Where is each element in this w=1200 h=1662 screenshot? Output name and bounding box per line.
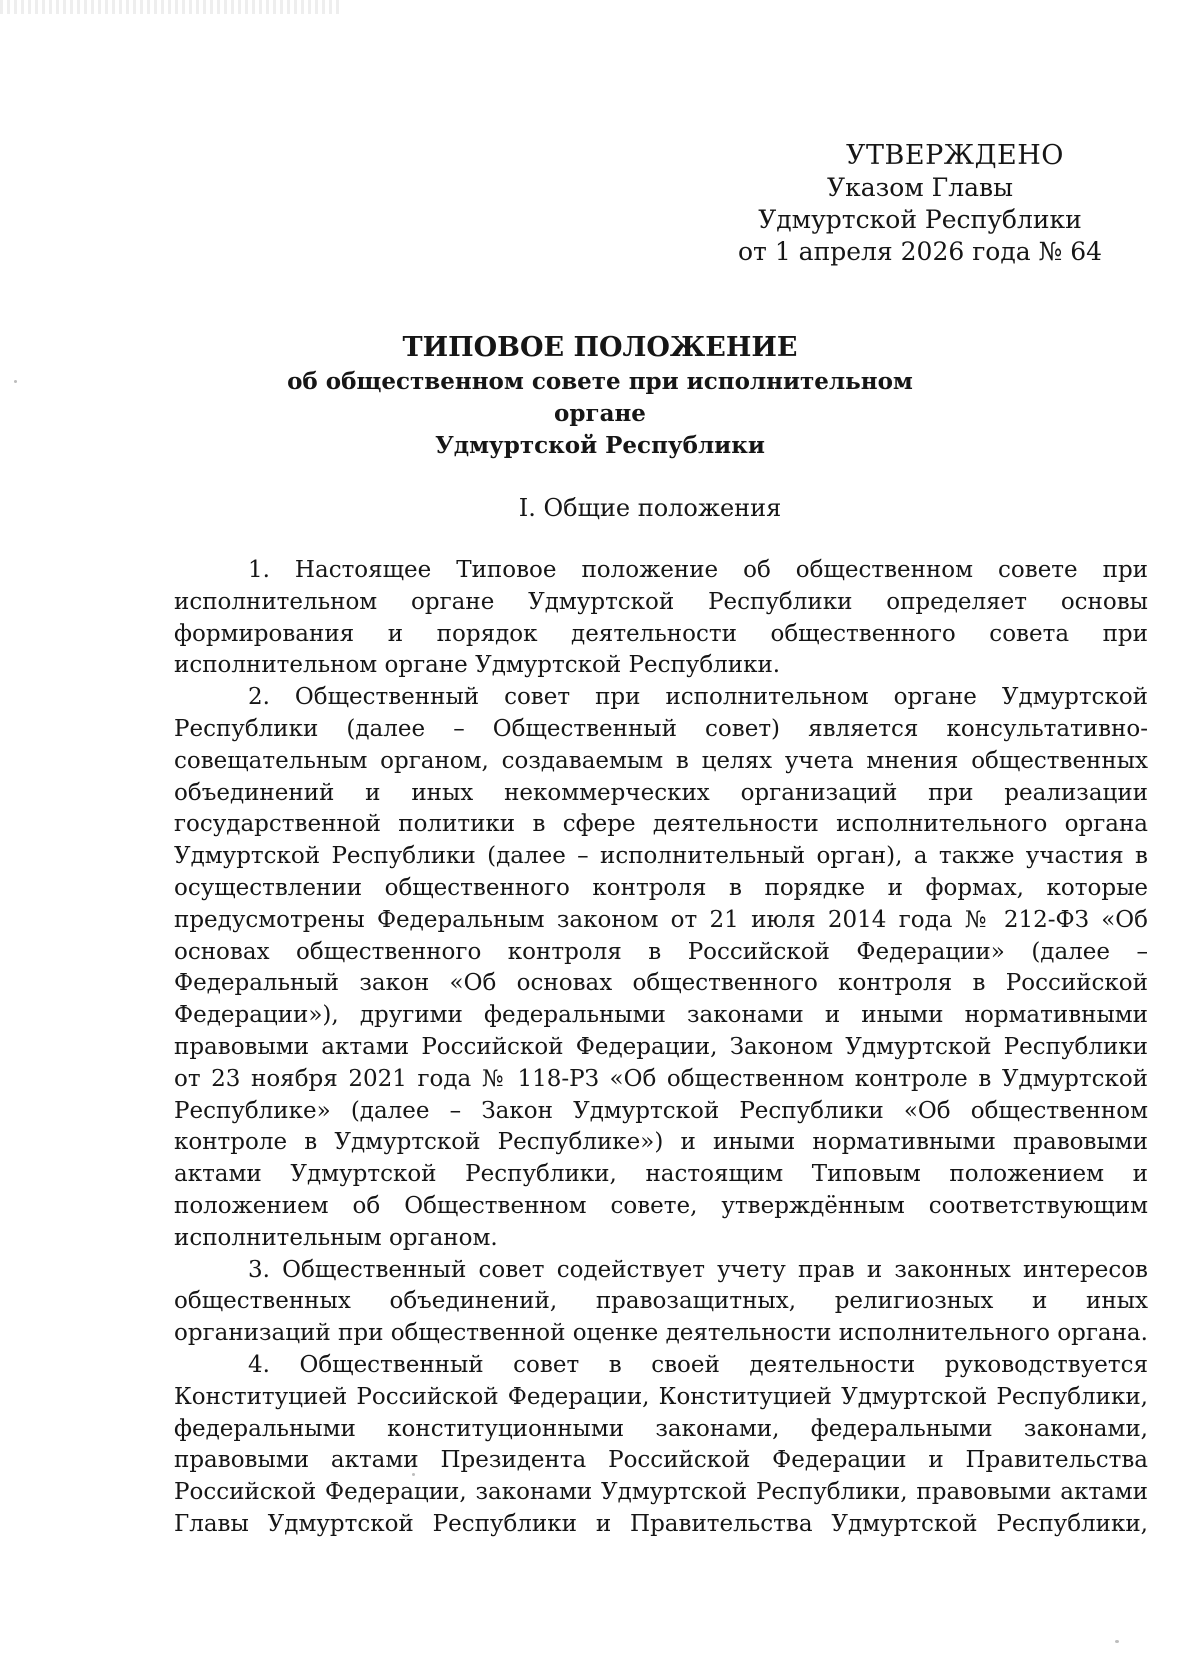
document-subtitle-line-2: Удмуртской Республики [435, 432, 765, 459]
document-title-block [250, 330, 950, 462]
scan-edge-noise [0, 0, 340, 14]
document-subtitle-line-1: об общественном совете при исполнительном органе [287, 368, 913, 427]
approval-title: УТВЕРЖДЕНО [846, 140, 1064, 171]
scan-speck [14, 380, 17, 383]
document-title: ТИПОВОЕ ПОЛОЖЕНИЕ [402, 332, 798, 363]
paragraph-3: 3. Общественный совет содействует учету прав и законных интересов общественных объединений, правозащитных, религиозных и иных организаций при общественной оценке деятельности исполнительного органа. [174, 1256, 1148, 1347]
body-text [174, 555, 1148, 1541]
approval-line-2: Удмуртской Республики [758, 205, 1082, 234]
approval-block [720, 140, 1120, 268]
section-heading: I. Общие положения [518, 494, 782, 522]
paragraph-1: 1. Настоящее Типовое положение об общественном совете при исполнительном органе Удмуртской Республики определяет основы формирования и порядок деятельности общественного совета при исполнительном органе Удмуртской Республики. [174, 557, 1148, 679]
approval-line-3: от 1 апреля 2026 года № 64 [737, 237, 1103, 266]
scan-speck [412, 1473, 415, 1476]
paragraph-4: 4. Общественный совет в своей деятельности руководствуется Конституцией Российской Федерации, Конституцией Удмуртской Республики, федеральными конституционными законами, федеральными законами, правовыми актами Президента Российской Федерации и Правительства Российской Федерации, законами Удмуртской Республики, правовыми актами Главы Удмуртской Республики и Правительства Удмуртской Республики, [174, 1351, 1148, 1537]
approval-line-1: Указом Главы [827, 173, 1013, 202]
paragraph-2: 2. Общественный совет при исполнительном органе Удмуртской Республики (далее – Общественный совет) является консультативно-совещательным органом, создаваемым в целях учета мнения общественных объединений и иных некоммерческих организаций при реализации государственной политики в сфере деятельности исполнительного органа Удмуртской Республики (далее – исполнительный орган), а также участия в осуществлении общественного контроля в порядке и формах, которые предусмотрены Федеральным законом от 21 июля 2014 года № 212-ФЗ «Об основах общественного контроля в Российской Федерации» (далее – Федеральный закон «Об основах общественного контроля в Российской Федерации»), другими федеральными законами и иными нормативными правовыми актами Российской Федерации, Законом Удмуртской Республики от 23 ноября 2021 года № 118-РЗ «Об общественном контроле в Удмуртской Республике» (далее – Закон Удмуртской Республики «Об общественном контроле в Удмуртской Республике») и иными нормативными правовыми актами Удмуртской Республики, настоящим Типовым положением и положением об Общественном совете, утверждённым соответствующим исполнительным органом. [174, 684, 1148, 1251]
scan-speck [1115, 1640, 1119, 1643]
